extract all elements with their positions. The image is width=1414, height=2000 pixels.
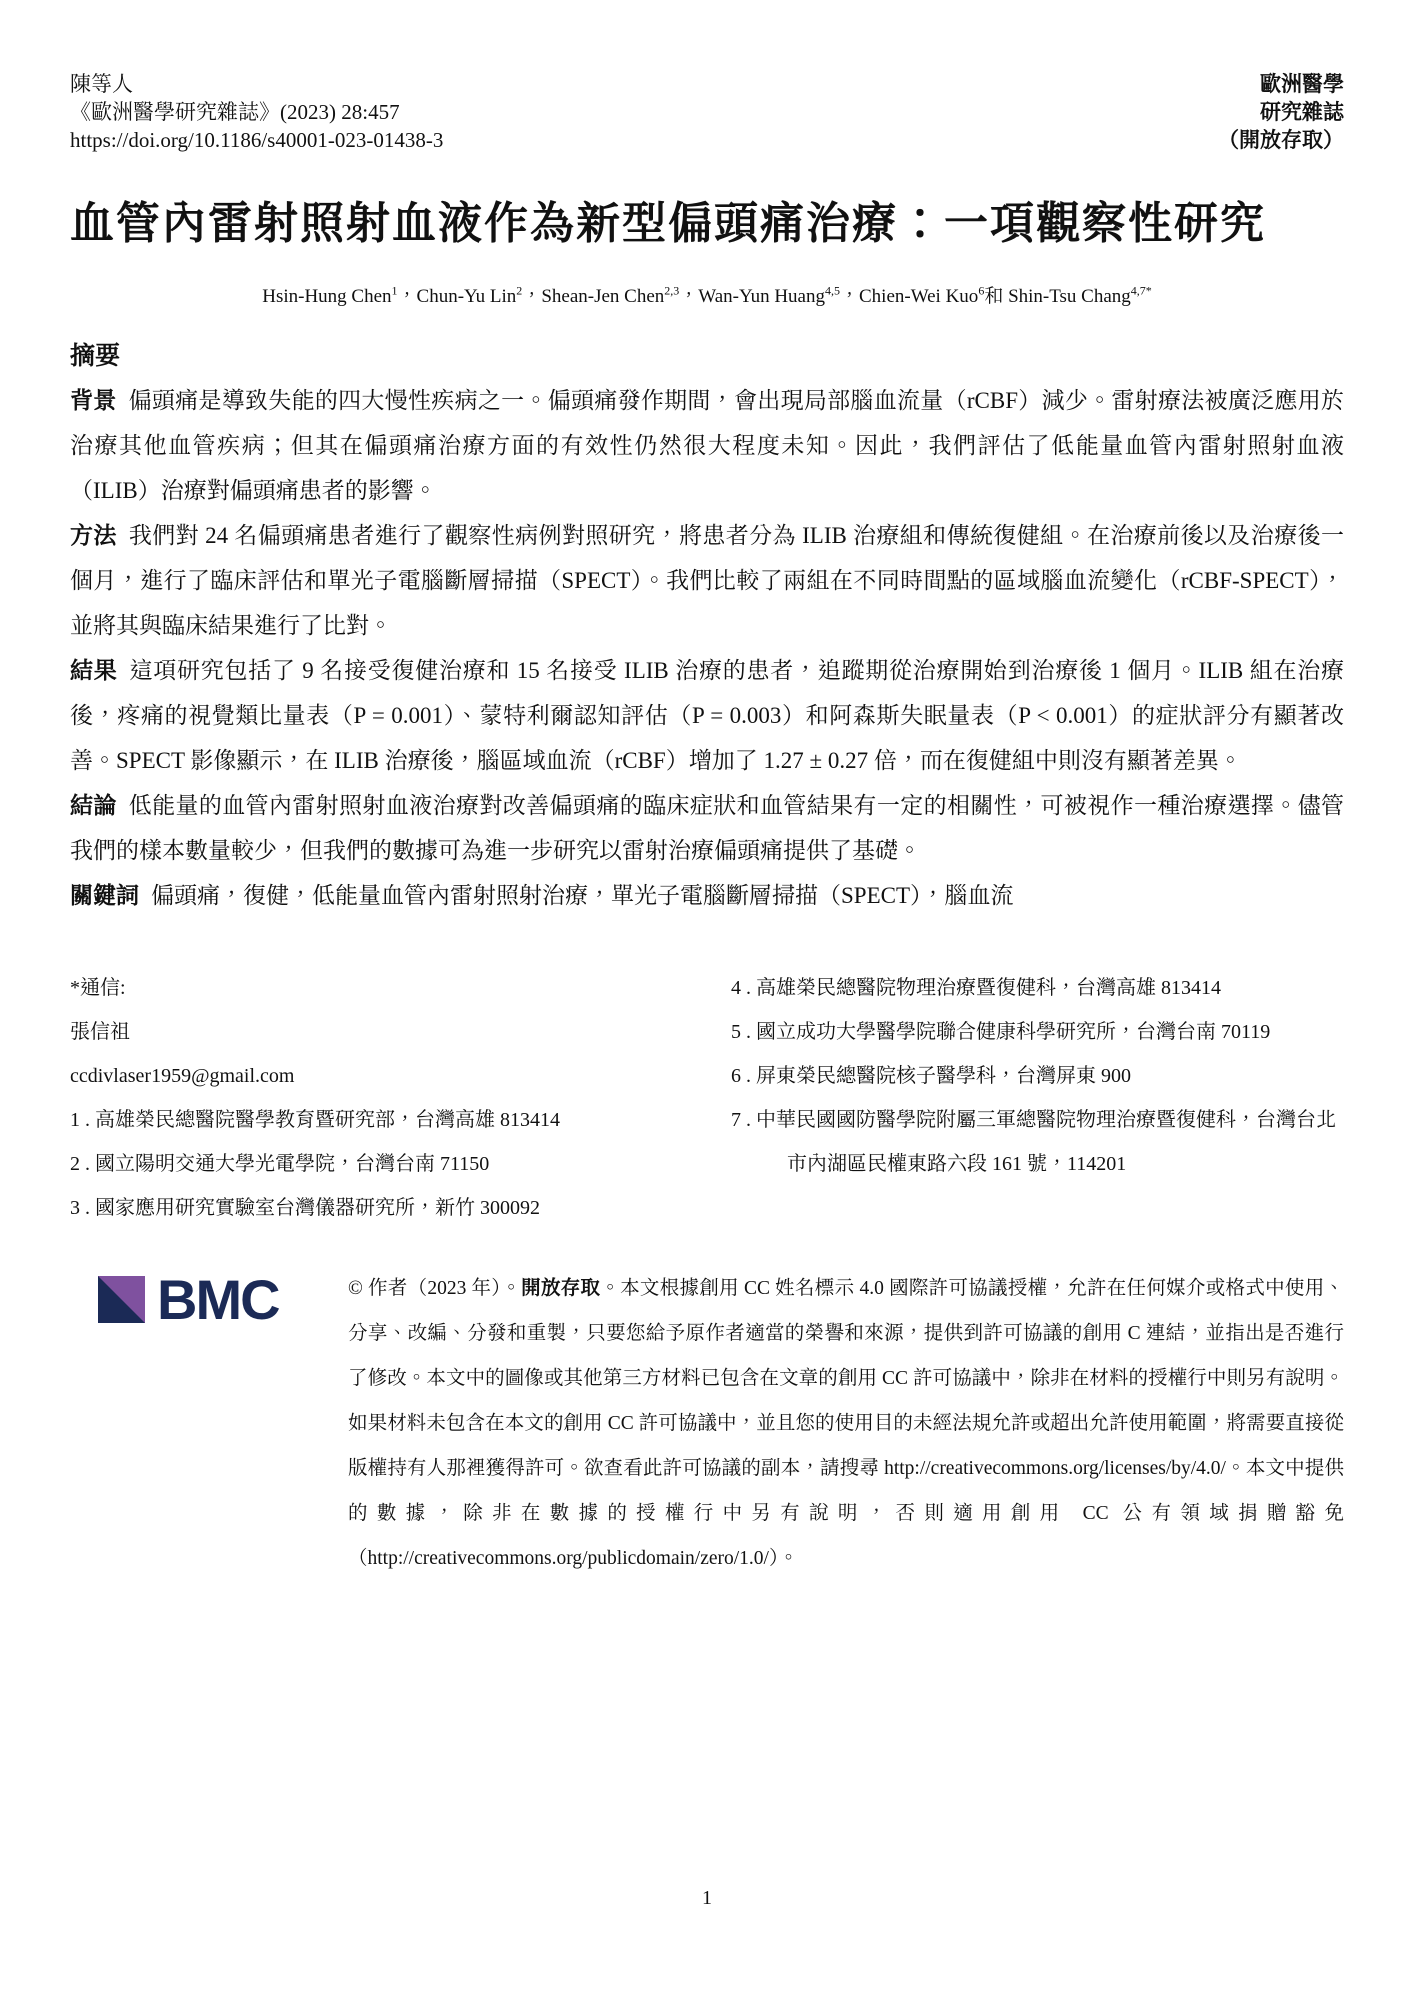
license-row xyxy=(70,1266,1344,1581)
author-affiliation-sup: 2,3 xyxy=(664,283,680,298)
abstract-paragraph-text: 我們對 24 名偏頭痛患者進行了觀察性病例對照研究，將患者分為 ILIB 治療組和傳統復健組。在治療前後以及治療後一個月，進行了臨床評估和單光子電腦斷層掃描（SPECT）。我們比較了兩組在不同時間點的區域腦血流變化（rCBF-SPECT），並將其與臨床結果進行了比對。 xyxy=(70,522,1344,638)
author-affiliation-sup: 1 xyxy=(391,283,398,298)
open-access-label: （開放存取） xyxy=(1218,128,1344,152)
affiliation-item: 6 . 屏東榮民總醫院核子醫學科，台灣屏東 900 xyxy=(731,1064,1131,1087)
license-text xyxy=(348,1266,1344,1581)
abstract-paragraph-label: 方法 xyxy=(70,522,117,548)
author-affiliation-sup: 4,5 xyxy=(824,283,840,298)
doi-link[interactable]: https://doi.org/10.1186/s40001-023-01438-3 xyxy=(70,128,444,152)
license-body: 。本文根據創用 CC 姓名標示 4.0 國際許可協議授權，允許在任何媒介或格式中使用、分享、改編、分發和重製，只要您給予原作者適當的榮譽和來源，提供到許可協議的創用 C 連結，並指出是否進行了修改。本文中的圖像或其他第三方材料已包含在文章的創用 CC 許可協議中，除非在材料的授權行中則另有說明。如果材料未包含在本文的創用 CC 許可協議中，並且您的使用目的未經法規允許或超出允許使用範圍，將需要直接從版權持有人那裡獲得許可。欲查看此許可協議的副本，請搜尋 http://creativecommons.org/licenses/by/4.0/。本文中提供的數據，除非在數據的授權行中另有說明，否則適用創用 CC 公有領域捐贈豁免（http://creativecommons.org/publicdomain/zero/1.0/）。 xyxy=(348,1277,1344,1569)
affiliation-item: 5 . 國立成功大學醫學院聯合健康科學研究所，台灣台南 70119 xyxy=(731,1020,1271,1043)
author-name: Wan-Yun Huang xyxy=(698,285,825,307)
journal-name-line2: 研究雜誌 xyxy=(1260,100,1344,124)
author-name: Chun-Yu Lin xyxy=(416,285,517,307)
affiliation-item: 7 . 中華民國國防醫學院附屬三軍總醫院物理治療暨復健科，台灣台北市內湖區民權東路六段 161 號，114201 xyxy=(731,1108,1336,1175)
license-open-access: 開放存取 xyxy=(521,1277,601,1299)
affiliations-block xyxy=(70,966,1344,1230)
author-line: Hsin-Hung Chen$^1$，Chun-Yu Lin$^2$，Shean-Jen Chen$^{2,3}$，Wan-Yun Huang$^{4,5}$，Chien-Wei Kuo$^6$和 Shin-Tsu Chang$^{4,7*}$ xyxy=(262,283,1152,307)
author-name: Shin-Tsu Chang xyxy=(1008,285,1131,307)
affiliation-item: 4 . 高雄榮民總醫院物理治療暨復健科，台灣高雄 813414 xyxy=(731,976,1221,999)
abstract-paragraph-text: 偏頭痛，復健，低能量血管內雷射照射治療，單光子電腦斷層掃描（SPECT），腦血流 xyxy=(151,882,1014,908)
abstract-paragraph-label: 結果 xyxy=(70,657,118,683)
authors-short: 陳等人 xyxy=(70,72,133,96)
author-affiliation-sup: 6 xyxy=(978,283,985,298)
affiliation-item: 1 . 高雄榮民總醫院醫學教育暨研究部，台灣高雄 813414 xyxy=(70,1108,560,1131)
bmc-logo-square-icon xyxy=(98,1276,145,1323)
journal-name-line1: 歐洲醫學 xyxy=(1260,72,1344,96)
journal-citation: 《歐洲醫學研究雜誌》(2023) 28:457 xyxy=(70,100,400,124)
affiliation-item: *通信: xyxy=(70,976,126,999)
bmc-logo xyxy=(98,1267,348,1331)
abstract-paragraph-text: 這項研究包括了 9 名接受復健治療和 15 名接受 ILIB 治療的患者，追蹤期從治療開始到治療後 1 個月。ILIB 組在治療後，疼痛的視覺類比量表（P = 0.001）、蒙特利爾認知評估（P = 0.003）和阿森斯失眠量表（P < 0.001）的症狀評分有顯著改善。SPECT 影像顯示，在 ILIB 治療後，腦區域血流（rCBF）增加了 1.27 ± 0.27 倍，而在復健組中則沒有顯著差異。 xyxy=(70,657,1345,773)
affiliations-left-column xyxy=(70,966,683,1230)
abstract-paragraph xyxy=(70,513,1344,648)
abstract-paragraph xyxy=(70,783,1344,873)
author-name: Hsin-Hung Chen xyxy=(262,285,392,307)
affiliation-item: 3 . 國家應用研究實驗室台灣儀器研究所，新竹 300092 xyxy=(70,1196,540,1219)
bmc-logo-text: BMC xyxy=(157,1267,279,1331)
abstract-paragraph xyxy=(70,648,1344,783)
author-name: Shean-Jen Chen xyxy=(541,285,665,307)
abstract-paragraph-text: 偏頭痛是導致失能的四大慢性疾病之一。偏頭痛發作期間，會出現局部腦血流量（rCBF）減少。雷射療法被廣泛應用於治療其他血管疾病；但其在偏頭痛治療方面的有效性仍然很大程度未知。因此，我們評估了低能量血管內雷射照射血液（ILIB）治療對偏頭痛患者的影響。 xyxy=(70,387,1344,503)
page-number: 1 xyxy=(702,1887,712,1909)
affiliation-item: 張信祖 xyxy=(70,1020,130,1043)
abstract-paragraph xyxy=(70,873,1344,918)
abstract-heading: 摘要 xyxy=(70,342,121,370)
abstract-paragraph-label: 關鍵詞 xyxy=(70,882,139,908)
license-copyright: © 作者（2023 年）。 xyxy=(348,1277,522,1299)
correspondence-email[interactable]: ccdivlaser1959@gmail.com xyxy=(70,1064,295,1087)
abstract-paragraph-text: 低能量的血管內雷射照射血液治療對改善偏頭痛的臨床症狀和血管結果有一定的相關性，可被視作一種治療選擇。儘管我們的樣本數量較少，但我們的數據可為進一步研究以雷射治療偏頭痛提供了基礎。 xyxy=(70,792,1345,863)
abstract-paragraph-label: 背景 xyxy=(70,387,117,413)
author-name: Chien-Wei Kuo xyxy=(859,285,979,307)
affiliations-right-column xyxy=(731,966,1344,1230)
page-header xyxy=(70,0,1344,154)
abstract-paragraph-label: 結論 xyxy=(70,792,117,818)
journal-name-block xyxy=(1218,70,1344,154)
article-title: 血管內雷射照射血液作為新型偏頭痛治療：一項觀察性研究 xyxy=(70,199,1266,248)
abstract-paragraph xyxy=(70,378,1344,513)
affiliation-item: 2 . 國立陽明交通大學光電學院，台灣台南 71150 xyxy=(70,1152,490,1175)
author-affiliation-sup: 2 xyxy=(516,283,523,298)
abstract-section xyxy=(70,336,1344,918)
author-affiliation-sup: 4,7* xyxy=(1130,283,1152,298)
abstract-paragraphs xyxy=(70,378,1344,918)
citation-block xyxy=(70,70,443,154)
